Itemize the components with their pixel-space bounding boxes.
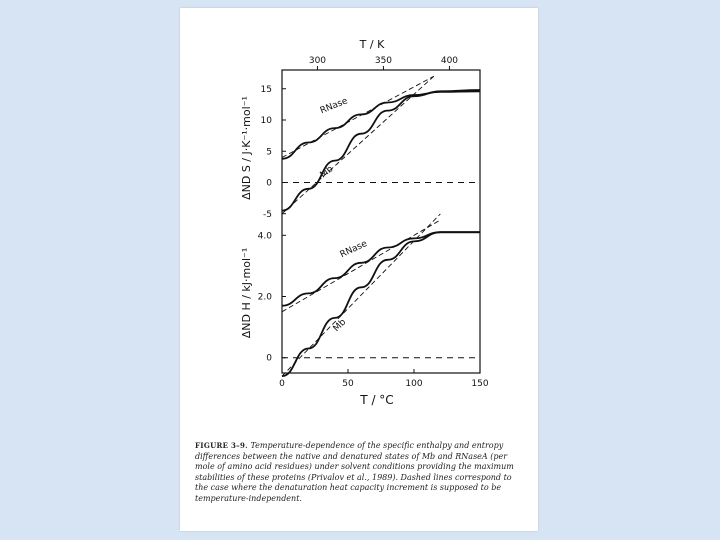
top-tick-label: 400 <box>440 56 459 66</box>
y-tick-label-top: 5 <box>266 147 272 158</box>
y-axis-label-top: ΔND S / J·K⁻¹·mol⁻¹ <box>240 96 253 200</box>
top-series-mb-line <box>282 90 480 211</box>
top-series-rnase-line <box>282 91 480 159</box>
figure-caption <box>195 441 525 505</box>
scanned-page <box>180 8 538 531</box>
bottom-series-label-rnase: RNase <box>338 238 369 261</box>
y-axis-label-bottom: ΔND H / kJ·mol⁻¹ <box>240 247 253 339</box>
x-tick-label: 100 <box>405 379 423 389</box>
x-axis-label: T / °C <box>360 393 394 407</box>
top-series-reference-2-line <box>282 76 434 157</box>
y-tick-label-top: 15 <box>260 84 272 95</box>
x-tick-label: 0 <box>279 379 285 389</box>
y-tick-label-top: 0 <box>266 178 272 189</box>
caption-text: Temperature-dependence of the specific enthalpy and entropy differences between the native and denatured states of Mb and RNaseA (per mole of amino acid residues) under solvent conditions providing the maximum stabilities of these proteins (Privalov et al., 1989). Dashed lines correspond to the case where the denaturation heat capacity increment is supposed to be temperature-independent. <box>195 441 514 503</box>
plot-frame <box>282 70 480 373</box>
top-series-label-mb: Mb <box>318 164 336 181</box>
y-tick-label-top: -5 <box>263 209 272 220</box>
y-tick-label-bottom: 2.0 <box>257 292 272 303</box>
figure-label: FIGURE 3–9. <box>195 441 248 450</box>
y-tick-label-top: 10 <box>260 116 272 126</box>
y-tick-label-bottom: 0 <box>266 353 272 364</box>
bottom-series-reference-3-line <box>282 214 440 376</box>
y-tick-label-bottom: 4.0 <box>257 231 272 242</box>
x-tick-label: 50 <box>342 379 354 389</box>
bottom-series-label-mb: Mb <box>331 317 349 334</box>
top-tick-label: 300 <box>308 56 327 66</box>
bottom-series-mb-line <box>282 232 480 376</box>
top-series-label-rnase: RNase <box>318 96 350 117</box>
top-tick-label: 350 <box>374 56 393 66</box>
top-axis-label: T / K <box>359 38 385 51</box>
thermodynamics-chart <box>180 8 538 438</box>
x-tick-label: 150 <box>471 379 489 389</box>
bottom-series-reference-2-line <box>282 220 440 312</box>
